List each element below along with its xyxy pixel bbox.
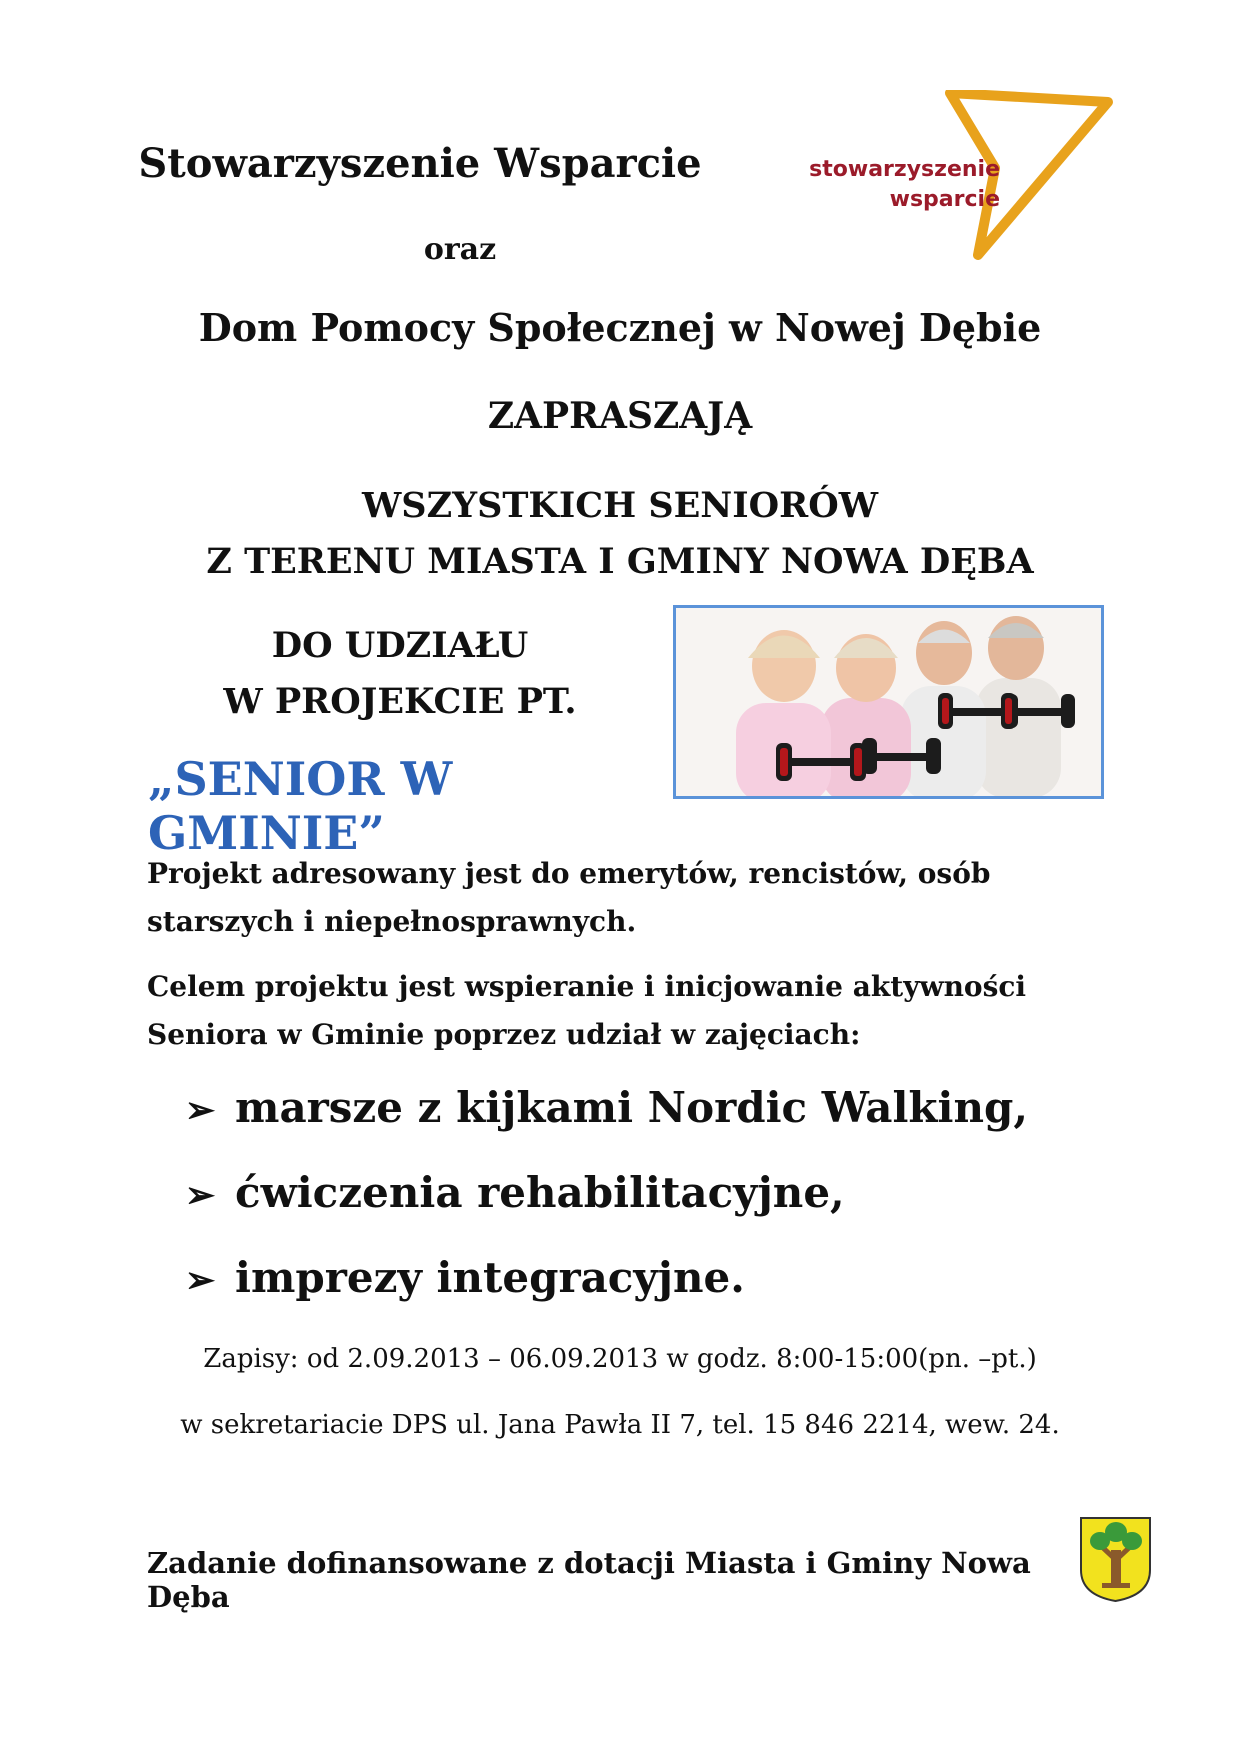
target-audience xyxy=(120,478,1120,590)
invite-heading: ZAPRASZAJĄ xyxy=(487,395,753,437)
logo-text xyxy=(800,155,1000,215)
paragraph-2-line-1: Celem projektu jest wspieranie i inicjowanie aktywności xyxy=(147,970,1027,1003)
paragraph-1-line-1: Projekt adresowany jest do emerytów, rencistów, osób xyxy=(147,857,991,890)
target-line-2: Z TERENU MIASTA I GMINY NOWA DĘBA xyxy=(206,541,1034,582)
paragraph-1-line-2: starszych i niepełnosprawnych. xyxy=(147,905,637,938)
list-item xyxy=(185,1168,1085,1217)
list-item xyxy=(185,1083,1085,1132)
paragraph-2-line-2: Seniora w Gminie poprzez udział w zajęciach: xyxy=(147,1018,861,1051)
paragraph-target-groups xyxy=(147,850,1047,946)
list-item-text: imprezy integracyjne. xyxy=(235,1253,745,1302)
list-item-text: ćwiczenia rehabilitacyjne, xyxy=(235,1168,845,1217)
paragraph-project-goal xyxy=(147,963,1047,1059)
target-line-1: WSZYSTKICH SENIORÓW xyxy=(361,485,879,526)
participation-line-2: W PROJEKCIE PT. xyxy=(223,681,577,722)
project-title: „SENIOR W GMINIE” xyxy=(148,752,453,860)
funding-note: Zadanie dofinansowane z dotacji Miasta i Gminy Nowa Dęba xyxy=(147,1546,1031,1614)
logo-line-1: stowarzyszenie xyxy=(809,157,1000,182)
partner-name: Dom Pomocy Społecznej w Nowej Dębie xyxy=(198,305,1042,350)
seniors-with-dumbbells-photo xyxy=(673,605,1104,799)
arrow-bullet-icon: ➢ xyxy=(185,1174,216,1216)
participation-line-1: DO UDZIAŁU xyxy=(271,625,529,666)
seniors-illustration xyxy=(676,608,1101,796)
conjunction-text: oraz xyxy=(423,232,497,267)
arrow-bullet-icon: ➢ xyxy=(185,1259,216,1301)
oak-tree-crest-icon xyxy=(1078,1515,1153,1603)
organization-name: Stowarzyszenie Wsparcie xyxy=(138,140,702,187)
office-address: w sekretariacie DPS ul. Jana Pawła II 7, tel. 15 846 2214, wew. 24. xyxy=(180,1410,1060,1440)
participation-text xyxy=(160,618,640,730)
arrow-bullet-icon: ➢ xyxy=(185,1089,216,1131)
list-item xyxy=(185,1253,1085,1302)
list-item-text: marsze z kijkami Nordic Walking, xyxy=(235,1083,1028,1132)
signup-dates: Zapisy: od 2.09.2013 – 06.09.2013 w godz. 8:00-15:00(pn. –pt.) xyxy=(203,1344,1037,1374)
logo-line-2: wsparcie xyxy=(889,187,1000,212)
